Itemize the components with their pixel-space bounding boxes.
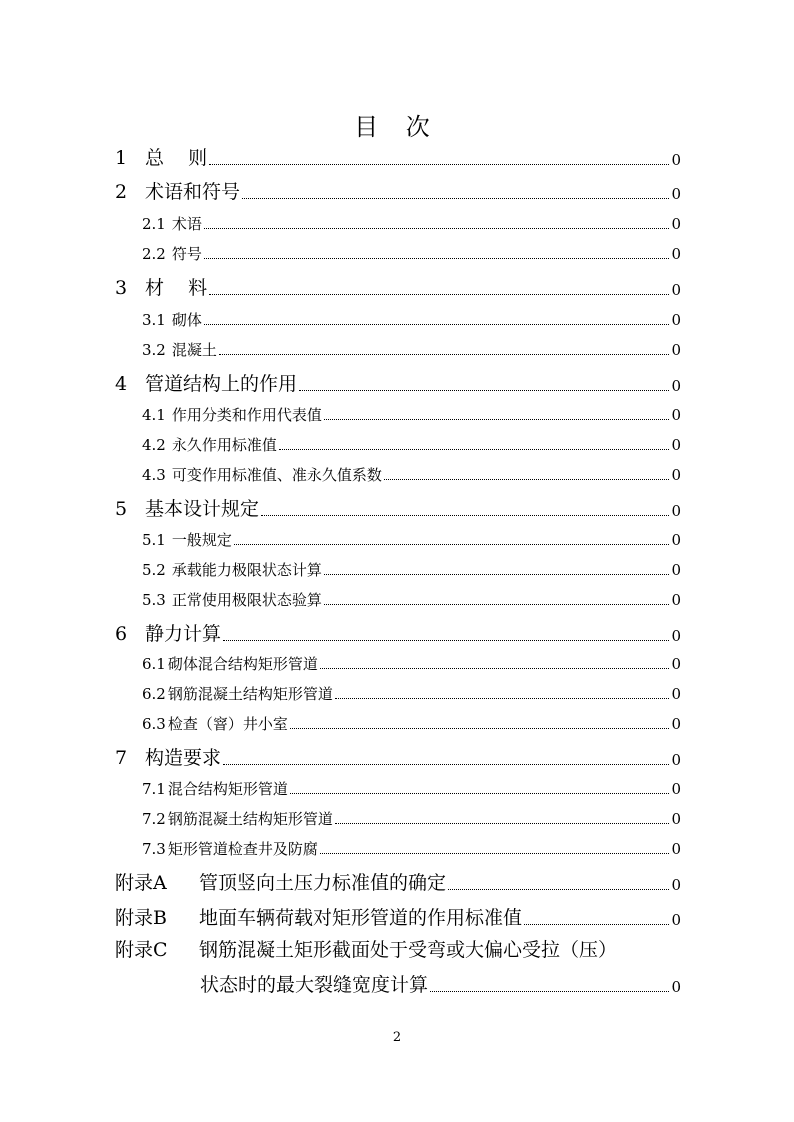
toc-entry-page: 0 [671,561,681,579]
toc-entry-6-1[interactable] [142,653,681,675]
toc-entry-3-2[interactable] [142,339,681,361]
toc-entry-number: 附录C [115,939,168,961]
toc-entry-title: 静力计算 [145,623,222,645]
toc-entry-page: 0 [671,911,681,929]
toc-entry-page: 0 [671,151,681,169]
toc-entry-title: 管道结构上的作用 [145,373,298,395]
toc-entry-number: 4.2 [142,436,166,454]
toc-entry-page: 0 [671,466,681,484]
dot-leader [320,853,670,854]
toc-entry-number: 附录B [115,907,167,929]
dot-leader [299,390,669,391]
dot-leader [324,604,670,605]
dot-leader [430,991,669,992]
toc-entry-number: 1 [115,147,128,169]
toc-entry-2-1[interactable] [142,213,681,235]
toc-entry-number: 7.3 [142,840,166,858]
dot-leader [335,698,670,699]
toc-entry-number: 5.2 [142,561,166,579]
toc-entry-5[interactable] [115,496,681,522]
dot-leader [524,924,669,925]
dot-leader [384,479,670,480]
toc-entry-title: 砌体混合结构矩形管道 [167,655,318,673]
toc-entry-page: 0 [671,406,681,424]
toc-entry-title: 承载能力极限状态计算 [171,561,322,579]
dot-leader [219,354,670,355]
toc-entry-5-2[interactable] [142,559,681,581]
toc-entry-title: 砌体 [171,311,202,329]
dot-leader [261,515,669,516]
dot-leader [290,728,670,729]
toc-entry-2-2[interactable] [142,243,681,265]
dot-leader [223,640,669,641]
toc-entry-6-3[interactable] [142,713,681,735]
toc-entry-title: 作用分类和作用代表值 [171,406,322,424]
toc-entry-page: 0 [671,840,681,858]
toc-entry-6-2[interactable] [142,683,681,705]
toc-entry-title: 材 料 [145,277,208,299]
dot-leader [335,823,670,824]
toc-entry-number: 6.2 [142,685,166,703]
toc-entry-page: 0 [671,502,681,520]
toc-entry-title: 检查（窨）井小室 [167,715,288,733]
toc-entry-page: 0 [671,341,681,359]
toc-entry-number: 7.2 [142,810,166,828]
toc-entry-page: 0 [671,436,681,454]
toc-entry-page: 0 [671,311,681,329]
toc-entry-title: 永久作用标准值 [171,436,277,454]
dot-leader [204,324,670,325]
toc-entry-number: 7 [115,747,128,769]
toc-entry-title: 总 则 [145,147,208,169]
dot-leader [223,764,669,765]
dot-leader [209,164,669,165]
toc-entry-page: 0 [671,685,681,703]
page-number: 2 [392,1030,402,1045]
toc-entry-4-1[interactable] [142,404,681,426]
toc-entry-number: 3.2 [142,341,166,359]
toc-entry-title: 钢筋混凝土矩形截面处于受弯或大偏心受拉（压） [199,939,618,961]
dot-leader [209,294,669,295]
toc-entry-title: 地面车辆荷载对矩形管道的作用标准值 [199,907,523,929]
toc-entry-number: 2.2 [142,245,166,263]
toc-entry-5-1[interactable] [142,529,681,551]
toc-entry-appendix-a[interactable] [115,870,681,896]
toc-entry-number: 2 [115,181,128,203]
toc-entry-page: 0 [671,715,681,733]
toc-entry-4-3[interactable] [142,464,681,486]
toc-entry-page: 0 [671,627,681,645]
toc-entry-title: 构造要求 [145,747,222,769]
toc-entry-title: 正常使用极限状态验算 [171,591,322,609]
toc-entry-title: 术语和符号 [145,181,241,203]
toc-entry-appendix-c[interactable] [115,937,681,963]
toc-entry-number: 3.1 [142,311,166,329]
toc-entry-title: 管顶竖向土压力标准值的确定 [199,872,447,894]
toc-entry-title: 基本设计规定 [145,498,260,520]
toc-entry-3-1[interactable] [142,309,681,331]
toc-entry-number: 6 [115,623,128,645]
toc-entry-number: 5.1 [142,531,166,549]
toc-entry-page: 0 [671,978,681,996]
dot-leader [290,793,670,794]
toc-entry-number: 2.1 [142,215,166,233]
toc-entry-number: 4 [115,373,128,395]
toc-entry-title: 混凝土 [171,341,217,359]
toc-entry-title: 状态时的最大裂缝宽度计算 [200,974,429,996]
toc-entry-7-2[interactable] [142,808,681,830]
toc-entry-title: 可变作用标准值、准永久值系数 [171,466,382,484]
toc-entry-page: 0 [671,215,681,233]
toc-entry-5-3[interactable] [142,589,681,611]
toc-entry-title: 钢筋混凝土结构矩形管道 [167,810,333,828]
toc-entry-number: 7.1 [142,780,166,798]
toc-entry-number: 附录A [115,872,167,894]
toc-entry-page: 0 [671,876,681,894]
toc-entry-number: 4.1 [142,406,166,424]
toc-entry-page: 0 [671,655,681,673]
dot-leader [324,574,670,575]
dot-leader [448,889,669,890]
dot-leader [204,228,670,229]
toc-entry-7[interactable] [115,745,681,771]
toc-entry-title: 一般规定 [171,531,232,549]
toc-entry-title: 钢筋混凝土结构矩形管道 [167,685,333,703]
toc-entry-appendix-b[interactable] [115,905,681,931]
toc-entry-page: 0 [671,810,681,828]
toc-entry-title: 矩形管道检查井及防腐 [167,840,318,858]
toc-entry-title: 术语 [171,215,202,233]
toc-entry-page: 0 [671,751,681,769]
toc-entry-6[interactable] [115,621,681,647]
page-title: 目 次 [354,113,440,141]
toc-entry-page: 0 [671,245,681,263]
toc-entry-appendix-c-continued[interactable] [200,972,681,998]
toc-entry-3[interactable] [115,275,681,301]
toc-entry-page: 0 [671,591,681,609]
toc-entry-7-1[interactable] [142,778,681,800]
toc-entry-page: 0 [671,281,681,299]
toc-entry-number: 4.3 [142,466,166,484]
dot-leader [320,668,670,669]
dot-leader [242,198,669,199]
dot-leader [234,544,670,545]
toc-entry-number: 6.1 [142,655,166,673]
dot-leader [204,258,670,259]
dot-leader [324,419,670,420]
toc-entry-number: 6.3 [142,715,166,733]
toc-entry-title: 符号 [171,245,202,263]
toc-entry-4-2[interactable] [142,434,681,456]
toc-entry-page: 0 [671,185,681,203]
toc-entry-2[interactable] [115,179,681,205]
toc-entry-1[interactable] [115,145,681,171]
toc-entry-title: 混合结构矩形管道 [167,780,288,798]
toc-entry-4[interactable] [115,371,681,397]
toc-entry-number: 5 [115,498,128,520]
toc-entry-7-3[interactable] [142,838,681,860]
toc-entry-number: 5.3 [142,591,166,609]
toc-entry-page: 0 [671,377,681,395]
dot-leader [279,449,670,450]
toc-entry-number: 3 [115,277,128,299]
toc-entry-page: 0 [671,531,681,549]
toc-entry-page: 0 [671,780,681,798]
